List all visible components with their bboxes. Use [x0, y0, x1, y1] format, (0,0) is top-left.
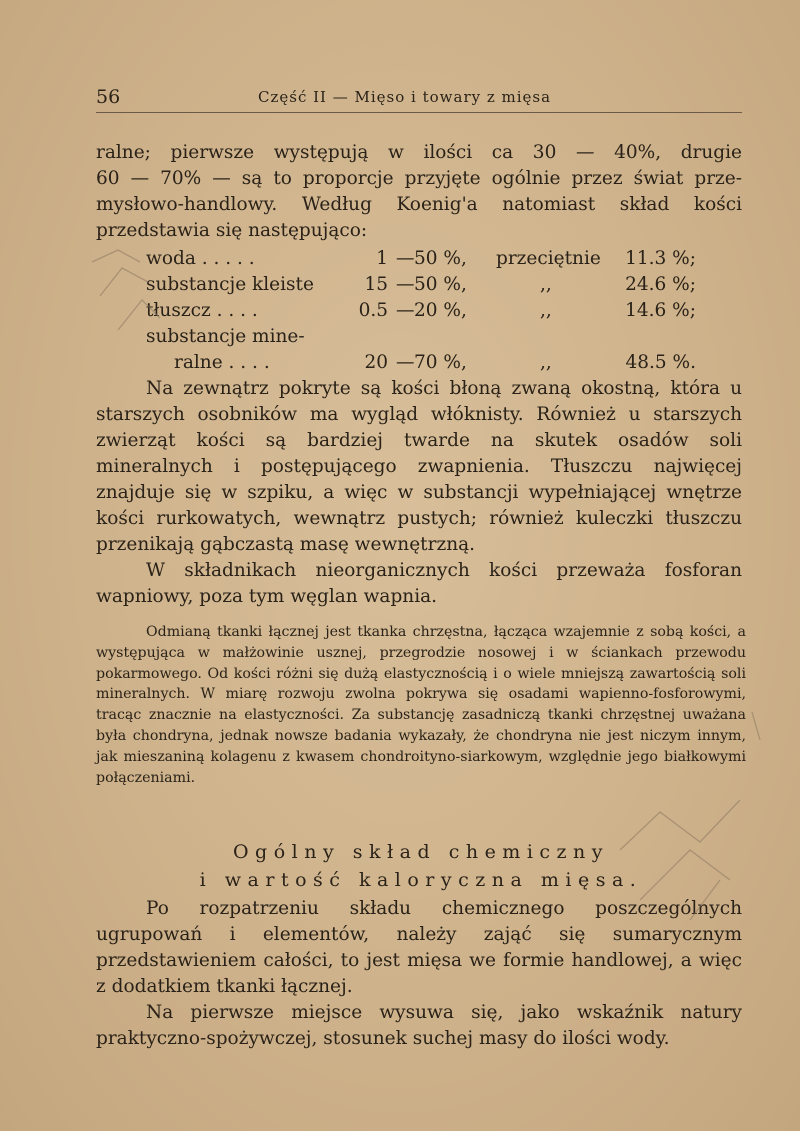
- paragraph-continuation: [96, 140, 742, 244]
- range-to: 50 %,: [414, 274, 467, 295]
- range-dash: —: [396, 274, 415, 295]
- average-value: 14.6 %;: [625, 300, 696, 321]
- text-line: przedstawia się następująco:: [96, 220, 368, 241]
- table-row: [146, 272, 746, 298]
- average-value: 11.3 %;: [625, 248, 696, 269]
- component-name: ralne . . . .: [174, 352, 270, 373]
- table-row: [146, 298, 746, 324]
- range-dash: —: [396, 248, 415, 269]
- heading-line: Ogólny skład chemiczny: [232, 841, 610, 863]
- average-label: przeciętnie: [496, 248, 601, 269]
- page-number: 56: [96, 86, 121, 108]
- range-from: 1: [376, 248, 388, 269]
- ditto-mark: ,,: [540, 274, 552, 295]
- heading-line: i wartość kaloryczna mięsa.: [199, 869, 643, 891]
- average-value: 48.5 %.: [625, 352, 696, 373]
- range-to: 50 %,: [414, 248, 467, 269]
- text-line: mysłowo-handlowy. Według Koenig'a natomiast skład kości: [96, 194, 742, 215]
- section-text: [96, 896, 742, 1052]
- range-from: 15: [364, 274, 388, 295]
- range-dash: —: [396, 352, 415, 373]
- ditto-mark: ,,: [540, 300, 552, 321]
- average-value: 24.6 %;: [625, 274, 696, 295]
- text-line: ralne; pierwsze występują w ilości ca 30 — 40%, drugie: [96, 142, 742, 163]
- ditto-mark: ,,: [540, 352, 552, 373]
- table-row: [146, 350, 746, 376]
- small-print-note: [96, 622, 746, 788]
- range-from: 20: [364, 352, 388, 373]
- component-name: substancje kleiste: [146, 274, 314, 295]
- paragraph: Na zewnątrz pokryte są kości błoną zwaną okostną, która u starszych osobników ma wygląd włóknisty. Również u starszych zwierząt kości są bardziej twarde na skutek osadów soli mineralnych i postępującego zwapnienia. Tłuszczu najwięcej znajduje się w szpiku, a więc w substancji wypełniającej wnętrze kości rurkowatych, wewnątrz pustych; również kuleczki tłuszczu przenikają gąbczastą masę wewnętrzną.: [96, 378, 742, 555]
- running-head: Część II — Mięso i towary z mięsa: [258, 88, 552, 106]
- component-name: woda . . . . .: [146, 248, 255, 269]
- range-dash: —: [396, 300, 415, 321]
- range-from: 0.5: [358, 300, 388, 321]
- paragraph: Po rozpatrzeniu składu chemicznego poszczególnych ugrupowań i elementów, należy zająć się sumarycznym przedstawieniem całości, to jest mięsa we formie handlowej, a więc z dodatkiem tkanki łącznej.: [96, 898, 742, 997]
- section-heading: [96, 838, 746, 894]
- table-row: [146, 246, 746, 272]
- paragraph: Odmianą tkanki łącznej jest tkanka chrzęstna, łącząca wzajemnie z sobą kości, a występująca w małżowinie usznej, przegrodzie nosowej i w ściankach przewodu pokarmowego. Od kości różni się dużą elastycznością i o wiele mniejszą zawartością soli mineralnych. W miarę rozwoju zwolna pokrywa się osadami wapienno-fosforowymi, tracąc znacznie na elastyczności. Za substancję zasadniczą tkanki chrzęstnej uważana była chondryna, jednak nowsze badania wykazały, że chondryna nie jest niczym innym, jak mieszaniną kolagenu z kwasem chondroityno-siarkowym, względnie jego białkowymi połączeniami.: [96, 624, 746, 786]
- paragraph: W składnikach nieorganicznych kości przeważa fosforan wapniowy, poza tym węglan wapnia.: [96, 560, 742, 607]
- range-to: 20 %,: [414, 300, 467, 321]
- component-name: substancje mine-: [146, 326, 305, 347]
- bone-composition-table: [146, 246, 746, 376]
- page-header: [96, 86, 742, 113]
- text-line: 60 — 70% — są to proporcje przyjęte ogólnie przez świat prze-: [96, 168, 742, 189]
- paragraph: Na pierwsze miejsce wysuwa się, jako wskaźnik natury praktyczno-spożywczej, stosunek suchej masy do ilości wody.: [96, 1002, 742, 1049]
- range-to: 70 %,: [414, 352, 467, 373]
- main-text: [96, 376, 742, 610]
- table-row: [146, 324, 746, 350]
- component-name: tłuszcz . . . .: [146, 300, 258, 321]
